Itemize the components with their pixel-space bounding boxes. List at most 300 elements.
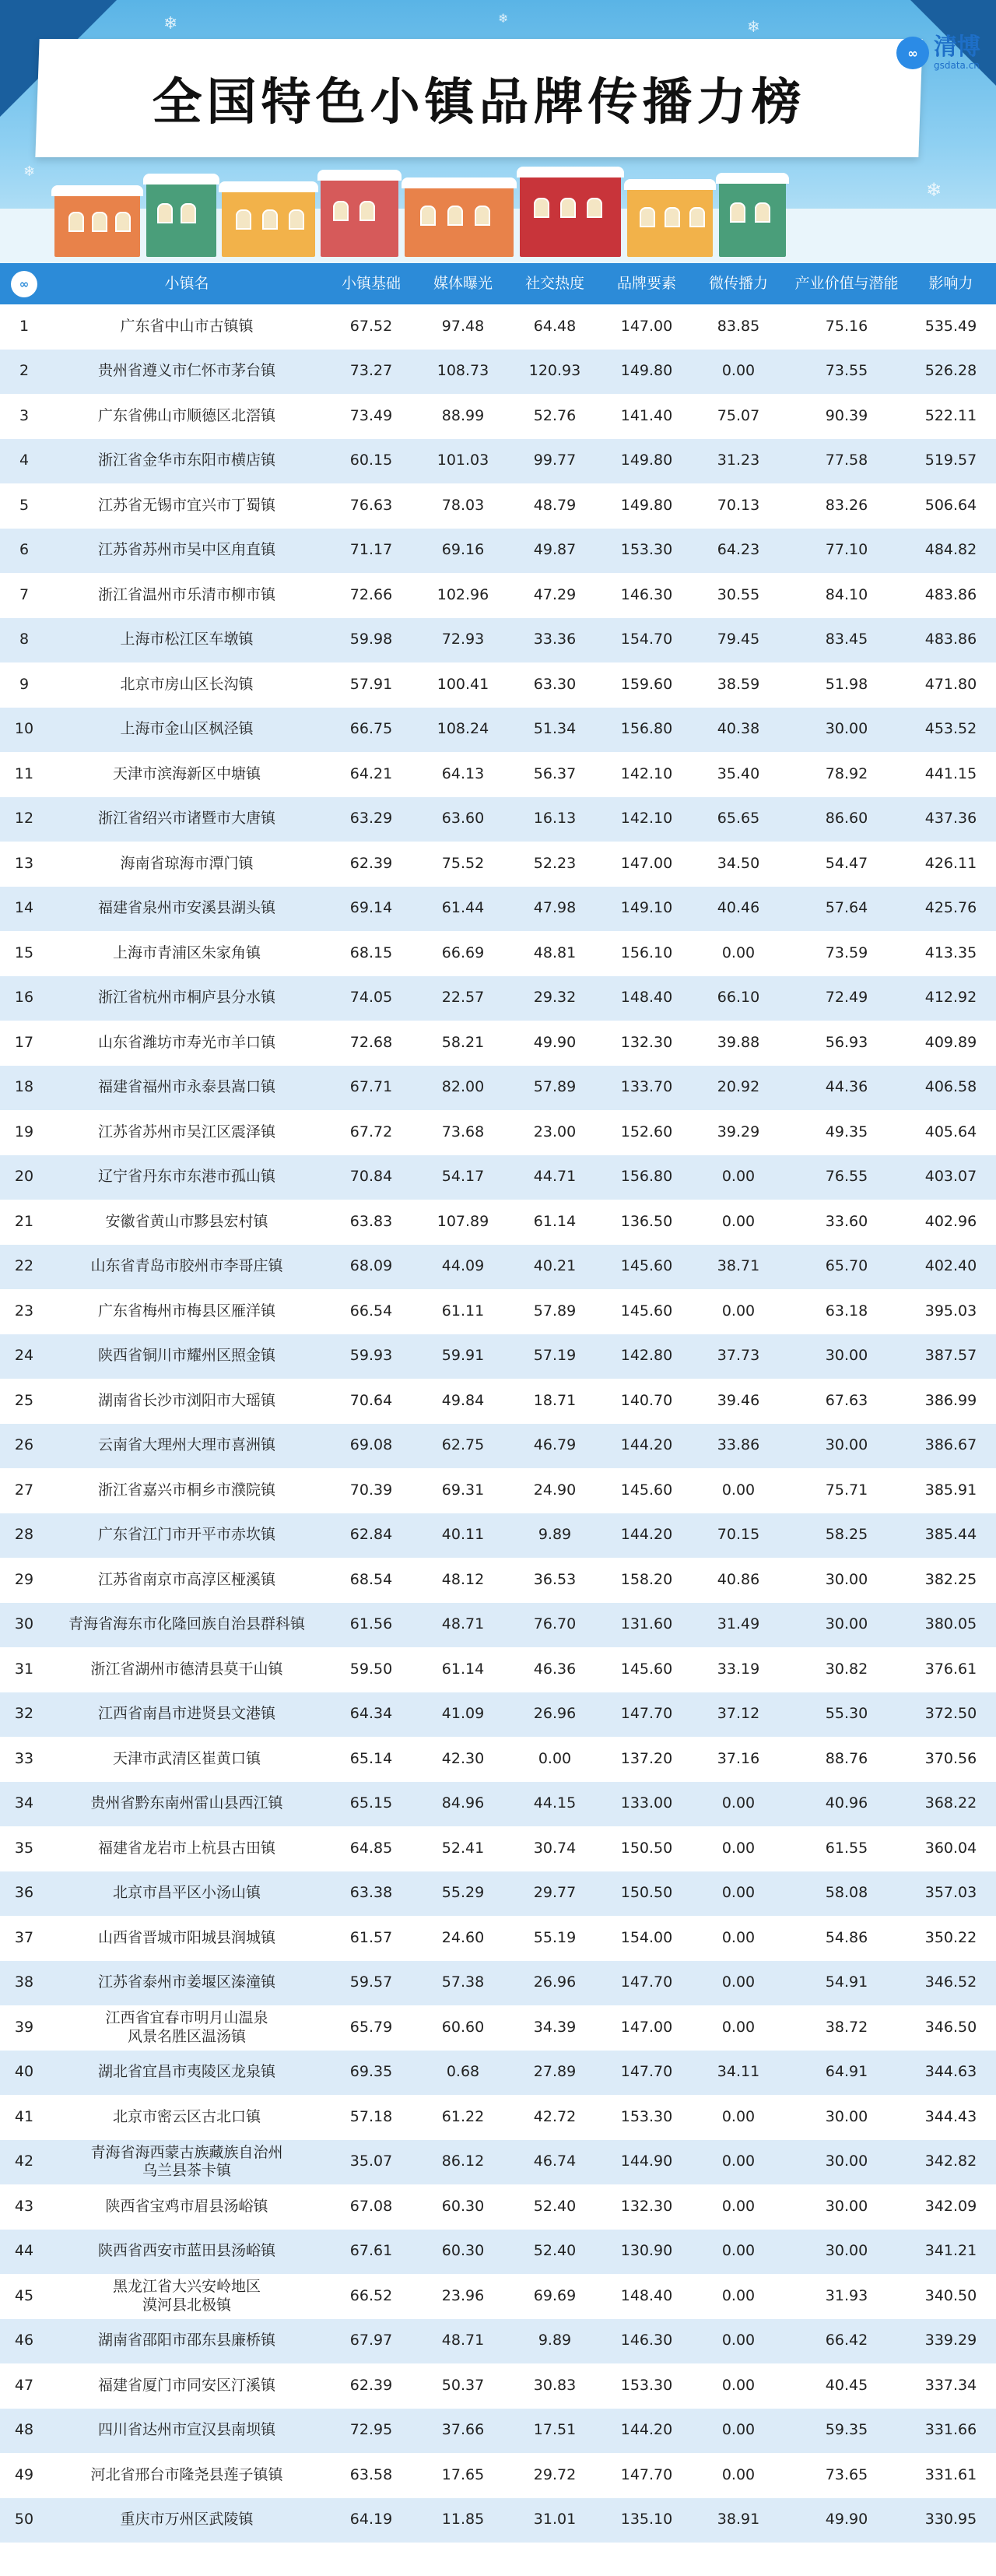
score-cell: 350.22 xyxy=(924,1928,977,1946)
score-cell: 133.00 xyxy=(620,1794,673,1812)
score-cell: 60.30 xyxy=(441,2197,485,2215)
rank-cell: 48 xyxy=(14,2421,34,2439)
town-name-cell: 青海省海西蒙古族藏族自治州 乌兰县茶卡镇 xyxy=(90,2143,283,2180)
score-cell: 26.96 xyxy=(533,1705,577,1723)
score-cell: 34.39 xyxy=(533,2018,577,2036)
score-cell: 0.00 xyxy=(721,2242,756,2260)
rank-cell: 43 xyxy=(14,2197,34,2215)
score-cell: 65.15 xyxy=(349,1794,393,1812)
score-cell: 67.71 xyxy=(349,1078,393,1096)
score-cell: 150.50 xyxy=(620,1884,673,1902)
rank-cell: 13 xyxy=(14,854,34,872)
score-cell: 9.89 xyxy=(538,1526,572,1544)
score-cell: 30.00 xyxy=(825,2197,868,2215)
score-cell: 159.60 xyxy=(620,675,673,693)
score-cell: 22.57 xyxy=(441,989,485,1007)
table-row xyxy=(0,1603,996,1648)
score-cell: 147.70 xyxy=(620,1973,673,1991)
score-cell: 385.44 xyxy=(924,1526,977,1544)
score-cell: 65.14 xyxy=(349,1749,393,1767)
snowflake-icon: ❄ xyxy=(926,179,942,201)
score-cell: 35.07 xyxy=(349,2153,393,2170)
score-cell: 44.15 xyxy=(533,1794,577,1812)
rank-cell: 32 xyxy=(14,1705,34,1723)
score-cell: 31.49 xyxy=(717,1615,760,1633)
score-cell: 131.60 xyxy=(620,1615,673,1633)
score-cell: 55.30 xyxy=(825,1705,868,1723)
table-row xyxy=(0,842,996,887)
score-cell: 61.44 xyxy=(441,899,485,917)
town-name-cell: 海南省琼海市潭门镇 xyxy=(120,854,254,872)
score-cell: 40.11 xyxy=(441,1526,485,1544)
score-cell: 49.35 xyxy=(825,1123,868,1140)
rank-cell: 27 xyxy=(14,1481,34,1499)
score-cell: 413.35 xyxy=(924,944,977,961)
score-cell: 38.59 xyxy=(717,675,760,693)
score-cell: 38.91 xyxy=(717,2511,760,2529)
score-cell: 64.85 xyxy=(349,1839,393,1857)
score-cell: 55.19 xyxy=(533,1928,577,1946)
score-cell: 0.00 xyxy=(721,362,756,380)
score-cell: 34.11 xyxy=(717,2063,760,2081)
score-cell: 51.98 xyxy=(825,675,868,693)
score-cell: 40.96 xyxy=(825,1794,868,1812)
score-cell: 48.71 xyxy=(441,2332,485,2349)
score-cell: 132.30 xyxy=(620,1033,673,1051)
town-name-cell: 江西省宜春市明月山温泉 风景名胜区温汤镇 xyxy=(105,2009,268,2045)
brand-logo-icon: ∞ xyxy=(11,271,37,297)
score-cell: 73.59 xyxy=(825,944,868,961)
score-cell: 41.09 xyxy=(441,1705,485,1723)
score-cell: 102.96 xyxy=(437,585,489,603)
score-cell: 372.50 xyxy=(924,1705,977,1723)
table-row xyxy=(0,2453,996,2498)
table-row xyxy=(0,1066,996,1111)
score-cell: 39.29 xyxy=(717,1123,760,1140)
score-cell: 17.65 xyxy=(441,2465,485,2483)
score-cell: 147.00 xyxy=(620,854,673,872)
snowflake-icon: ❄ xyxy=(163,14,178,33)
score-cell: 11.85 xyxy=(441,2511,485,2529)
score-cell: 154.70 xyxy=(620,631,673,648)
score-cell: 156.10 xyxy=(620,944,673,961)
score-cell: 0.00 xyxy=(721,1839,756,1857)
score-cell: 147.70 xyxy=(620,2063,673,2081)
score-cell: 136.50 xyxy=(620,1212,673,1230)
score-cell: 519.57 xyxy=(924,452,977,469)
table-row xyxy=(0,1871,996,1917)
score-cell: 153.30 xyxy=(620,541,673,559)
score-cell: 72.93 xyxy=(441,631,485,648)
town-name-cell: 广东省中山市古镇镇 xyxy=(120,317,254,335)
score-cell: 0.00 xyxy=(721,1302,756,1320)
score-cell: 61.55 xyxy=(825,1839,868,1857)
rank-cell: 8 xyxy=(19,631,30,648)
score-cell: 0.00 xyxy=(721,2107,756,2125)
score-cell: 49.90 xyxy=(533,1033,577,1051)
score-cell: 57.19 xyxy=(533,1347,577,1365)
score-cell: 88.76 xyxy=(825,1749,868,1767)
snowflake-icon: ❄ xyxy=(498,11,509,26)
score-cell: 141.40 xyxy=(620,406,673,424)
score-cell: 370.56 xyxy=(924,1749,977,1767)
score-cell: 23.00 xyxy=(533,1123,577,1140)
score-cell: 84.96 xyxy=(441,1794,485,1812)
score-cell: 70.64 xyxy=(349,1391,393,1409)
score-cell: 158.20 xyxy=(620,1570,673,1588)
score-cell: 86.60 xyxy=(825,810,868,828)
score-cell: 344.63 xyxy=(924,2063,977,2081)
rank-cell: 11 xyxy=(14,764,34,782)
score-cell: 59.98 xyxy=(349,631,393,648)
score-cell: 61.22 xyxy=(441,2107,485,2125)
score-cell: 405.64 xyxy=(924,1123,977,1140)
score-cell: 76.70 xyxy=(533,1615,577,1633)
score-cell: 0.00 xyxy=(721,2018,756,2036)
score-cell: 453.52 xyxy=(924,720,977,738)
score-cell: 59.35 xyxy=(825,2421,868,2439)
score-cell: 69.69 xyxy=(533,2286,577,2304)
score-cell: 70.84 xyxy=(349,1168,393,1186)
score-cell: 64.23 xyxy=(717,541,760,559)
score-cell: 146.30 xyxy=(620,585,673,603)
score-cell: 16.13 xyxy=(533,810,577,828)
score-cell: 57.89 xyxy=(533,1078,577,1096)
table-row xyxy=(0,2184,996,2230)
column-header: 小镇名 xyxy=(164,274,209,292)
table-row xyxy=(0,2140,996,2185)
brand-logo xyxy=(896,35,980,71)
score-cell: 59.93 xyxy=(349,1347,393,1365)
table-row xyxy=(0,708,996,753)
score-cell: 54.91 xyxy=(825,1973,868,1991)
score-cell: 147.70 xyxy=(620,1705,673,1723)
score-cell: 73.49 xyxy=(349,406,393,424)
town-name-cell: 浙江省金华市东阳市横店镇 xyxy=(97,452,275,469)
score-cell: 145.60 xyxy=(620,1660,673,1678)
score-cell: 42.72 xyxy=(533,2107,577,2125)
score-cell: 78.03 xyxy=(441,496,485,514)
score-cell: 54.17 xyxy=(441,1168,485,1186)
score-cell: 64.13 xyxy=(441,764,485,782)
score-cell: 0.00 xyxy=(721,1973,756,1991)
score-cell: 337.34 xyxy=(924,2376,977,2394)
score-cell: 30.00 xyxy=(825,1436,868,1454)
score-cell: 59.91 xyxy=(441,1347,485,1365)
table-row xyxy=(0,2363,996,2409)
table-row xyxy=(0,618,996,663)
town-name-cell: 山东省潍坊市寿光市羊口镇 xyxy=(97,1033,275,1051)
town-name-cell: 湖南省邵阳市邵东县廉桥镇 xyxy=(97,2332,275,2349)
score-cell: 31.93 xyxy=(825,2286,868,2304)
score-cell: 26.96 xyxy=(533,1973,577,1991)
score-cell: 30.00 xyxy=(825,2242,868,2260)
table-row xyxy=(0,394,996,439)
score-cell: 18.71 xyxy=(533,1391,577,1409)
score-cell: 148.40 xyxy=(620,989,673,1007)
score-cell: 76.55 xyxy=(825,1168,868,1186)
score-cell: 54.86 xyxy=(825,1928,868,1946)
score-cell: 82.00 xyxy=(441,1078,485,1096)
score-cell: 46.36 xyxy=(533,1660,577,1678)
table-row xyxy=(0,1379,996,1424)
score-cell: 339.29 xyxy=(924,2332,977,2349)
snowflake-icon: ❄ xyxy=(747,17,760,36)
town-name-cell: 北京市密云区古北口镇 xyxy=(112,2107,261,2125)
score-cell: 52.40 xyxy=(533,2197,577,2215)
table-row xyxy=(0,931,996,976)
score-cell: 63.30 xyxy=(533,675,577,693)
score-cell: 30.00 xyxy=(825,1615,868,1633)
snowflake-icon: ❄ xyxy=(23,163,36,180)
rank-cell: 1 xyxy=(19,317,30,335)
score-cell: 153.30 xyxy=(620,2376,673,2394)
score-cell: 62.39 xyxy=(349,2376,393,2394)
town-name-cell: 福建省厦门市同安区汀溪镇 xyxy=(97,2376,275,2394)
score-cell: 341.21 xyxy=(924,2242,977,2260)
score-cell: 62.39 xyxy=(349,854,393,872)
score-cell: 59.50 xyxy=(349,1660,393,1678)
town-name-cell: 山西省晋城市阳城县润城镇 xyxy=(97,1928,275,1946)
score-cell: 52.23 xyxy=(533,854,577,872)
score-cell: 135.10 xyxy=(620,2511,673,2529)
score-cell: 84.10 xyxy=(825,585,868,603)
score-cell: 360.04 xyxy=(924,1839,977,1857)
table-row xyxy=(0,1289,996,1334)
score-cell: 395.03 xyxy=(924,1302,977,1320)
score-cell: 79.45 xyxy=(717,631,760,648)
score-cell: 522.11 xyxy=(924,406,977,424)
table-row xyxy=(0,1155,996,1200)
score-cell: 58.25 xyxy=(825,1526,868,1544)
town-name-cell: 四川省达州市宣汉县南坝镇 xyxy=(97,2421,275,2439)
town-name-cell: 浙江省杭州市桐庐县分水镇 xyxy=(97,989,275,1007)
score-cell: 24.60 xyxy=(441,1928,485,1946)
score-cell: 107.89 xyxy=(437,1212,489,1230)
score-cell: 406.58 xyxy=(924,1078,977,1096)
score-cell: 483.86 xyxy=(924,631,977,648)
score-cell: 344.43 xyxy=(924,2107,977,2125)
score-cell: 33.19 xyxy=(717,1660,760,1678)
score-cell: 66.42 xyxy=(825,2332,868,2349)
score-cell: 144.90 xyxy=(620,2153,673,2170)
score-cell: 0.00 xyxy=(721,1212,756,1230)
score-cell: 66.54 xyxy=(349,1302,393,1320)
town-name-cell: 广东省梅州市梅县区雁洋镇 xyxy=(97,1302,275,1320)
page-title: 全国特色小镇品牌传播力榜 xyxy=(152,74,806,132)
rank-cell: 40 xyxy=(14,2063,34,2081)
score-cell: 100.41 xyxy=(437,675,489,693)
town-name-cell: 陕西省西安市蓝田县汤峪镇 xyxy=(97,2242,275,2260)
rank-cell: 10 xyxy=(14,720,34,738)
town-name-cell: 陕西省铜川市耀州区照金镇 xyxy=(97,1347,275,1365)
town-name-cell: 浙江省湖州市德清县莫干山镇 xyxy=(90,1660,283,1678)
rank-cell: 9 xyxy=(19,675,30,693)
score-cell: 152.60 xyxy=(620,1123,673,1140)
score-cell: 34.50 xyxy=(717,854,760,872)
brand-domain: gsdata.cn xyxy=(934,60,980,71)
town-name-cell: 湖南省长沙市浏阳市大瑶镇 xyxy=(97,1391,275,1409)
town-name-cell: 江苏省泰州市姜堰区溱潼镇 xyxy=(97,1973,275,1991)
town-name-cell: 福建省福州市永泰县嵩口镇 xyxy=(97,1078,275,1096)
score-cell: 75.07 xyxy=(717,406,760,424)
score-cell: 357.03 xyxy=(924,1884,977,1902)
town-name-cell: 广东省江门市开平市赤坎镇 xyxy=(97,1526,275,1544)
rank-cell: 33 xyxy=(14,1749,34,1767)
score-cell: 30.00 xyxy=(825,1347,868,1365)
score-cell: 64.48 xyxy=(533,317,577,335)
rank-cell: 6 xyxy=(19,541,30,559)
score-cell: 108.24 xyxy=(437,720,489,738)
table-row xyxy=(0,1200,996,1245)
table-row xyxy=(0,1916,996,1961)
score-cell: 64.34 xyxy=(349,1705,393,1723)
score-cell: 9.89 xyxy=(538,2332,572,2349)
score-cell: 40.46 xyxy=(717,899,760,917)
rank-cell: 37 xyxy=(14,1928,34,1946)
rank-cell: 41 xyxy=(14,2107,34,2125)
town-name-cell: 云南省大理州大理市喜洲镇 xyxy=(97,1436,275,1454)
score-cell: 61.57 xyxy=(349,1928,393,1946)
rank-cell: 7 xyxy=(19,585,30,603)
score-cell: 62.84 xyxy=(349,1526,393,1544)
town-name-cell: 北京市昌平区小汤山镇 xyxy=(112,1884,261,1902)
score-cell: 144.20 xyxy=(620,1436,673,1454)
score-cell: 73.55 xyxy=(825,362,868,380)
rank-cell: 38 xyxy=(14,1973,34,1991)
rank-cell: 15 xyxy=(14,944,34,961)
score-cell: 342.82 xyxy=(924,2153,977,2170)
house-illustration xyxy=(54,195,140,257)
score-cell: 59.57 xyxy=(349,1973,393,1991)
town-name-cell: 黑龙江省大兴安岭地区 漠河县北极镇 xyxy=(112,2278,261,2314)
score-cell: 385.91 xyxy=(924,1481,977,1499)
score-cell: 386.99 xyxy=(924,1391,977,1409)
town-name-cell: 青海省海东市化隆回族自治县群科镇 xyxy=(68,1615,305,1633)
score-cell: 145.60 xyxy=(620,1302,673,1320)
score-cell: 70.15 xyxy=(717,1526,760,1544)
score-cell: 147.00 xyxy=(620,2018,673,2036)
score-cell: 101.03 xyxy=(437,452,489,469)
town-name-cell: 福建省泉州市安溪县湖头镇 xyxy=(97,899,275,917)
score-cell: 60.15 xyxy=(349,452,393,469)
score-cell: 58.08 xyxy=(825,1884,868,1902)
rank-cell: 16 xyxy=(14,989,34,1007)
score-cell: 150.50 xyxy=(620,1839,673,1857)
table-row xyxy=(0,1110,996,1155)
score-cell: 37.73 xyxy=(717,1347,760,1365)
house-illustration xyxy=(719,182,786,257)
score-cell: 58.21 xyxy=(441,1033,485,1051)
house-illustration xyxy=(405,187,514,257)
score-cell: 153.30 xyxy=(620,2107,673,2125)
score-cell: 24.90 xyxy=(533,1481,577,1499)
score-cell: 29.77 xyxy=(533,1884,577,1902)
town-name-cell: 贵州省遵义市仁怀市茅台镇 xyxy=(97,362,275,380)
house-illustration xyxy=(520,176,621,257)
score-cell: 52.41 xyxy=(441,1839,485,1857)
score-cell: 69.16 xyxy=(441,541,485,559)
score-cell: 0.00 xyxy=(721,1481,756,1499)
score-cell: 0.00 xyxy=(721,1168,756,1186)
score-cell: 64.19 xyxy=(349,2511,393,2529)
score-cell: 76.63 xyxy=(349,496,393,514)
rank-cell: 23 xyxy=(14,1302,34,1320)
score-cell: 483.86 xyxy=(924,585,977,603)
rank-cell: 29 xyxy=(14,1570,34,1588)
score-cell: 47.29 xyxy=(533,585,577,603)
score-cell: 33.36 xyxy=(533,631,577,648)
score-cell: 154.00 xyxy=(620,1928,673,1946)
town-name-cell: 上海市松江区车墩镇 xyxy=(120,631,254,648)
score-cell: 133.70 xyxy=(620,1078,673,1096)
score-cell: 39.46 xyxy=(717,1391,760,1409)
table-row xyxy=(0,976,996,1021)
rank-cell: 39 xyxy=(14,2018,34,2036)
score-cell: 72.49 xyxy=(825,989,868,1007)
score-cell: 27.89 xyxy=(533,2063,577,2081)
score-cell: 0.00 xyxy=(721,2197,756,2215)
score-cell: 36.53 xyxy=(533,1570,577,1588)
score-cell: 149.80 xyxy=(620,452,673,469)
score-cell: 62.75 xyxy=(441,1436,485,1454)
town-name-cell: 辽宁省丹东市东港市孤山镇 xyxy=(97,1168,275,1186)
score-cell: 382.25 xyxy=(924,1570,977,1588)
score-cell: 30.83 xyxy=(533,2376,577,2394)
house-illustration xyxy=(321,179,398,257)
score-cell: 331.66 xyxy=(924,2421,977,2439)
score-cell: 63.38 xyxy=(349,1884,393,1902)
score-cell: 20.92 xyxy=(717,1078,760,1096)
score-cell: 37.66 xyxy=(441,2421,485,2439)
score-cell: 47.98 xyxy=(533,899,577,917)
rank-cell: 47 xyxy=(14,2376,34,2394)
score-cell: 49.84 xyxy=(441,1391,485,1409)
table-row xyxy=(0,573,996,618)
score-cell: 57.38 xyxy=(441,1973,485,1991)
table-row xyxy=(0,1021,996,1066)
score-cell: 31.23 xyxy=(717,452,760,469)
score-cell: 33.86 xyxy=(717,1436,760,1454)
table-body xyxy=(0,304,996,2543)
rank-cell: 25 xyxy=(14,1391,34,1409)
table-row xyxy=(0,752,996,797)
header-banner xyxy=(0,0,996,263)
score-cell: 64.21 xyxy=(349,764,393,782)
table-row xyxy=(0,1558,996,1603)
score-cell: 156.80 xyxy=(620,1168,673,1186)
score-cell: 403.07 xyxy=(924,1168,977,1186)
table-row xyxy=(0,1424,996,1469)
score-cell: 61.14 xyxy=(533,1212,577,1230)
score-cell: 73.68 xyxy=(441,1123,485,1140)
header-logo-cell xyxy=(0,271,48,297)
town-name-cell: 上海市青浦区朱家角镇 xyxy=(112,944,261,961)
score-cell: 48.12 xyxy=(441,1570,485,1588)
town-name-cell: 上海市金山区枫泾镇 xyxy=(120,720,254,738)
score-cell: 90.39 xyxy=(825,406,868,424)
score-cell: 48.81 xyxy=(533,944,577,961)
score-cell: 57.91 xyxy=(349,675,393,693)
rank-cell: 14 xyxy=(14,899,34,917)
score-cell: 0.00 xyxy=(721,2286,756,2304)
table-row xyxy=(0,1692,996,1738)
score-cell: 66.10 xyxy=(717,989,760,1007)
score-cell: 31.01 xyxy=(533,2511,577,2529)
table-row xyxy=(0,2274,996,2319)
column-header: 微传播力 xyxy=(708,274,768,292)
score-cell: 330.95 xyxy=(924,2511,977,2529)
